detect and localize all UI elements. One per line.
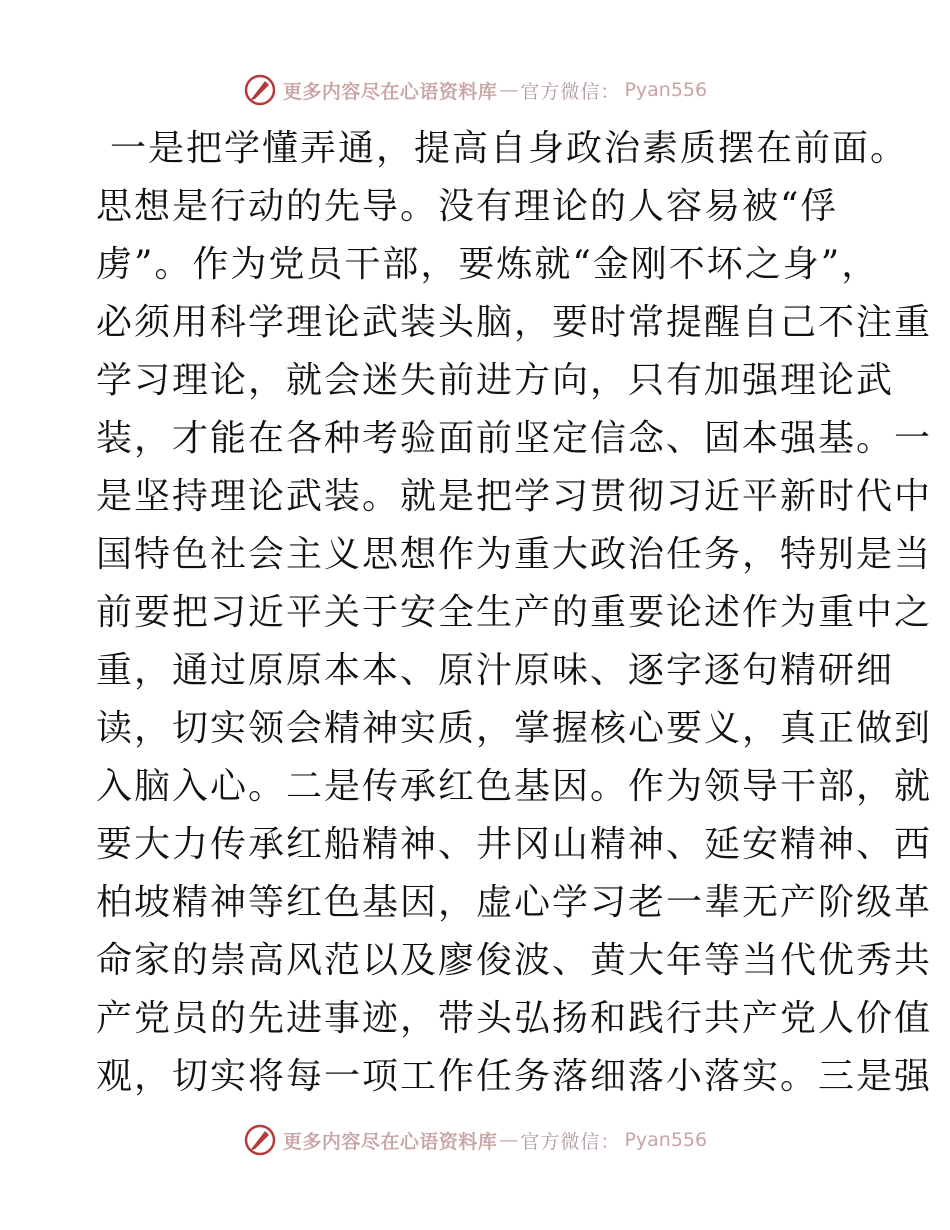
text-line: 重，通过原原本本、原汁原味、逐字逐句精研细 (96, 650, 895, 691)
text-line: 学习理论，就会迷失前进方向，只有加强理论武 (96, 360, 895, 401)
text-line: 读，切实领会精神实质，掌握核心要义，真正做到 (96, 708, 933, 749)
text-line: 要大力传承红船精神、井冈山精神、延安精神、西 (96, 824, 933, 865)
watermark-brand: 更多内容尽在心语资料库 (282, 1130, 498, 1153)
watermark-wechat-id: Pyan556 (624, 79, 708, 101)
text-line: 必须用科学理论武装头脑，要时常提醒自己不注重 (96, 302, 933, 343)
text-line: 柏坡精神等红色基因，虚心学习老一辈无产阶级革 (96, 882, 933, 923)
text-line: 入脑入心。二是传承红色基因。作为领导干部，就 (96, 766, 933, 807)
header-watermark (0, 70, 950, 110)
quill-pen-logo-icon (243, 73, 277, 107)
watermark-wechat-id: Pyan556 (624, 1129, 708, 1151)
text-line: 虏”。作为党员干部，要炼就“金刚不坏之身”， (96, 244, 880, 285)
text-line: 装，才能在各种考验面前坚定信念、固本强基。一 (96, 418, 933, 459)
watermark-brand: 更多内容尽在心语资料库 (282, 80, 498, 103)
text-line: 命家的崇高风范以及廖俊波、黄大年等当代优秀共 (96, 940, 933, 981)
text-line: 一是把学懂弄通，提高自身政治素质摆在前面。 (110, 128, 909, 169)
text-line: 是坚持理论武装。就是把学习贯彻习近平新时代中 (96, 476, 933, 517)
text-line: 产党员的先进事迹，带头弘扬和践行共产党人价值 (96, 998, 933, 1039)
quill-pen-logo-icon (243, 1123, 277, 1157)
watermark-separator: — (499, 79, 519, 101)
text-line: 观，切实将每一项工作任务落细落小落实。三是强 (96, 1056, 933, 1097)
watermark-separator: — (499, 1129, 519, 1151)
watermark-official-label: 官方微信： (520, 80, 621, 103)
text-line: 国特色社会主义思想作为重大政治任务，特别是当 (96, 534, 933, 575)
text-line: 思想是行动的先导。没有理论的人容易被“俘 (96, 186, 839, 227)
watermark-official-label: 官方微信： (520, 1130, 621, 1153)
document-body (96, 120, 933, 1106)
footer-watermark (0, 1120, 950, 1160)
text-line: 前要把习近平关于安全生产的重要论述作为重中之 (96, 592, 933, 633)
